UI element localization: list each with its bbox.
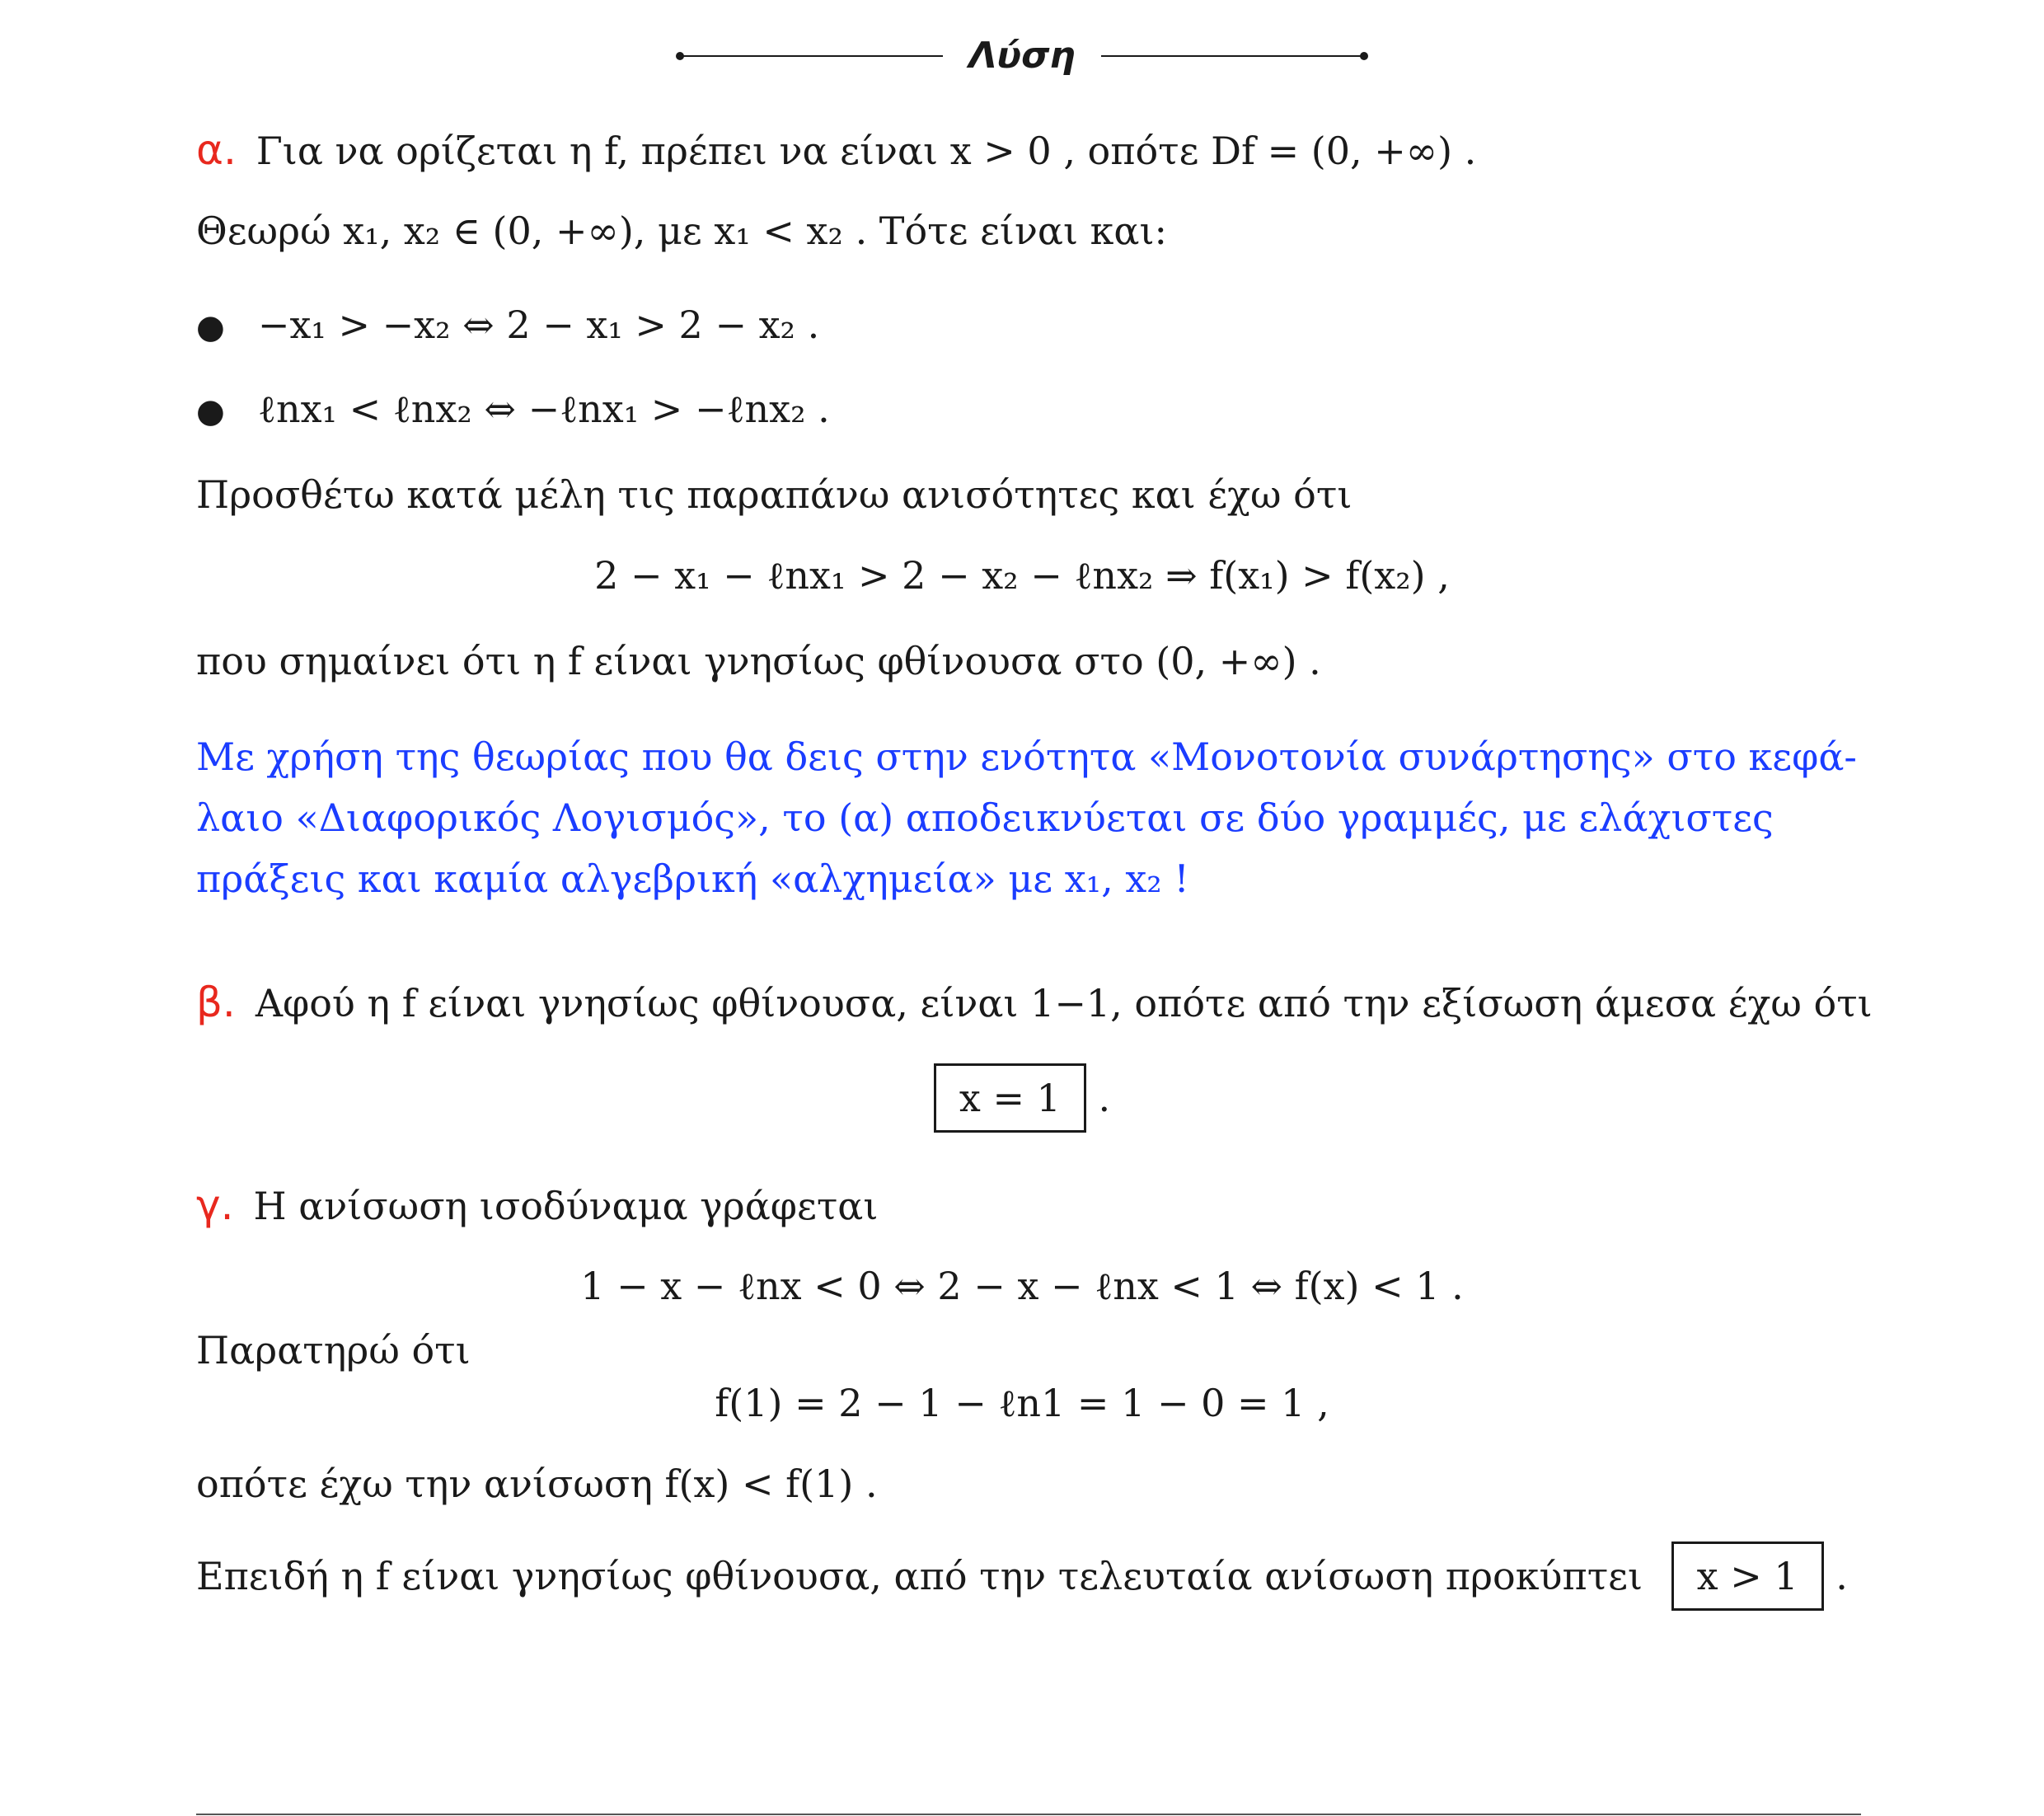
section-a-line-2: Θεωρώ x₁, x₂ ∈ (0, +∞), με x₁ < x₂ . Τότε είναι και: <box>196 209 1167 253</box>
section-c-equation-2: f(1) = 2 − 1 − ℓn1 = 1 − 0 = 1 , <box>715 1381 1329 1425</box>
bullet-dot-icon: ● <box>196 392 225 430</box>
note-line-1: Με χρήση της θεωρίας που θα δεις στην ενότητα «Μονοτονία συνάρτησης» στο κεφά- <box>196 734 1857 779</box>
bullet-dot-icon: ● <box>196 308 225 346</box>
section-b-line-1 <box>196 978 1873 1028</box>
section-c-period: . <box>1835 1554 1848 1598</box>
bullet-1-text: −x₁ > −x₂ ⇔ 2 − x₁ > 2 − x₂ . <box>257 303 820 347</box>
section-a-bullet-1 <box>196 300 819 352</box>
section-c-line-1 <box>196 1180 878 1231</box>
note-line-3: πράξεις και καμία αλγεβρική «αλχημεία» με x₁, x₂ ! <box>196 856 1189 901</box>
title-rule-left <box>679 55 943 57</box>
section-b-boxed-answer: x = 1 <box>934 1063 1086 1133</box>
title-rule-right <box>1101 55 1365 57</box>
solution-title: Λύση <box>968 35 1076 77</box>
section-c-line-4 <box>196 1541 1848 1611</box>
bullet-2-text: ℓnx₁ < ℓnx₂ ⇔ −ℓnx₁ > −ℓnx₂ . <box>257 387 830 431</box>
footer-divider <box>196 1814 1861 1815</box>
section-c-boxed-answer: x > 1 <box>1671 1541 1824 1611</box>
section-c-text-4: Επειδή η f είναι γνησίως φθίνουσα, από την τελευταία ανίσωση προκύπτει <box>196 1554 1643 1598</box>
section-c-equation-1: 1 − x − ℓnx < 0 ⇔ 2 − x − ℓnx < 1 ⇔ f(x) < 1 . <box>580 1264 1464 1308</box>
section-a-line-1 <box>196 125 1476 176</box>
note-line-2: λαιο «Διαφορικός Λογισμός», το (α) αποδεικνύεται σε δύο γραμμές, με ελάχιστες <box>196 795 1774 840</box>
section-a-line-3: Προσθέτω κατά μέλη τις παραπάνω ανισότητες και έχω ότι <box>196 472 1353 517</box>
section-a-line-4: που σημαίνει ότι η f είναι γνησίως φθίνουσα στο (0, +∞) . <box>196 639 1321 683</box>
solution-title-bar <box>0 35 2044 77</box>
section-c-text-1: Η ανίσωση ισοδύναμα γράφεται <box>253 1184 879 1228</box>
section-b-result <box>0 1063 2044 1133</box>
section-a-equation: 2 − x₁ − ℓnx₁ > 2 − x₂ − ℓnx₂ ⇒ f(x₁) > f(x₂) , <box>594 553 1450 598</box>
section-b-text-1: Αφού η f είναι γνησίως φθίνουσα, είναι 1−1, οπότε από την εξίσωση άμεσα έχω ότι <box>255 981 1873 1025</box>
section-a-label: α. <box>196 126 237 174</box>
section-b-label: β. <box>196 978 236 1026</box>
section-c-line-2: Παρατηρώ ότι <box>196 1328 471 1373</box>
section-a-bullet-2 <box>196 384 830 436</box>
section-b-period: . <box>1098 1076 1111 1120</box>
section-a-text-1: Για να ορίζεται η f, πρέπει να είναι x > 0 , οπότε Df = (0, +∞) . <box>256 129 1477 173</box>
section-c-line-3: οπότε έχω την ανίσωση f(x) < f(1) . <box>196 1462 878 1506</box>
section-c-label: γ. <box>196 1181 234 1229</box>
